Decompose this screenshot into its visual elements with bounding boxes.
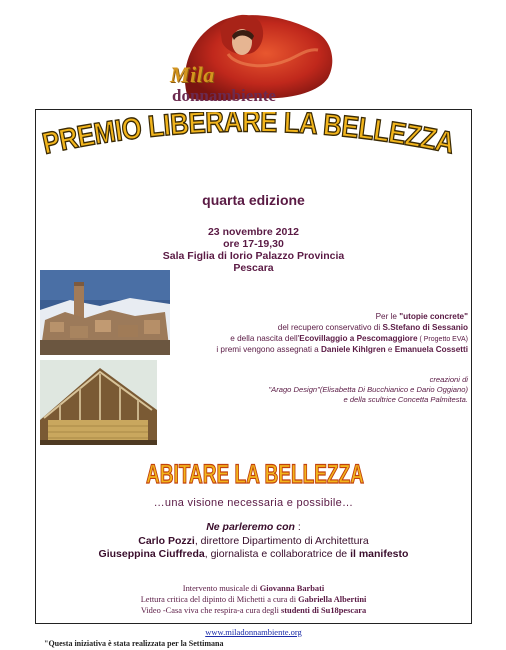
svg-text:ABITARE LA BELLEZZA: ABITARE LA BELLEZZA [146,459,364,489]
talk-heading: Ne parleremo con : [206,521,301,533]
logo-mila-text: Mila [170,62,215,87]
section-title [140,452,370,492]
awards-line-3: e della nascita dell'Ecovillaggio a Pescomaggiore ( Progetto EVA) [230,334,468,343]
credits-line-3: e della scultrice Concetta Palmitesta. [343,395,468,404]
event-date: 23 novembre 2012 [207,226,300,238]
svg-text:PREMIO LIBERARE LA BELLEZZA: PREMIO LIBERARE LA BELLEZZA [39,112,461,161]
straw-house-photo [40,360,157,445]
event-time: ore 17-19,30 [223,238,284,250]
village-photo [40,270,170,355]
edition-label: quarta edizione [202,192,305,208]
program-line-3: Video -Casa viva che respira-a cura degli studenti di Su18pescara [140,606,367,615]
page-title [35,112,472,194]
program-line-2: Lettura critica del dipinto di Michetti a cura di Gabriella Albertini [140,595,367,604]
logo-donnambiente-text: donnambiente [172,86,276,105]
speaker-2: Giuseppina Ciuffreda, giornalista e collaboratrice de il manifesto [98,548,409,560]
awards-line-1: Per le "utopie concrete" [375,312,468,321]
credits-line-1: creazioni di [429,375,468,384]
website-link[interactable]: www.miladonnambiente.org [205,627,302,637]
tagline: …una visione necessaria e possibile… [153,497,354,509]
footer-note: "Questa iniziativa è stata realizzata per la Settimana [44,639,224,648]
awards-line-4: i premi vengono assegnati a Daniele Kihlgren e Emanuela Cossetti [216,345,468,354]
awards-line-2: del recupero conservativo di S.Stefano di Sessanio [277,323,468,332]
credits-line-2: "Arago Design"(Elisabetta Di Bucchianico e Dario Oggiano) [268,385,468,394]
event-venue: Sala Figlia di Iorio Palazzo Provincia [162,250,345,262]
event-city: Pescara [233,262,274,274]
program-line-1: Intervento musicale di Giovanna Barbati [182,584,325,593]
speaker-1: Carlo Pozzi, direttore Dipartimento di Architettura [138,535,369,547]
